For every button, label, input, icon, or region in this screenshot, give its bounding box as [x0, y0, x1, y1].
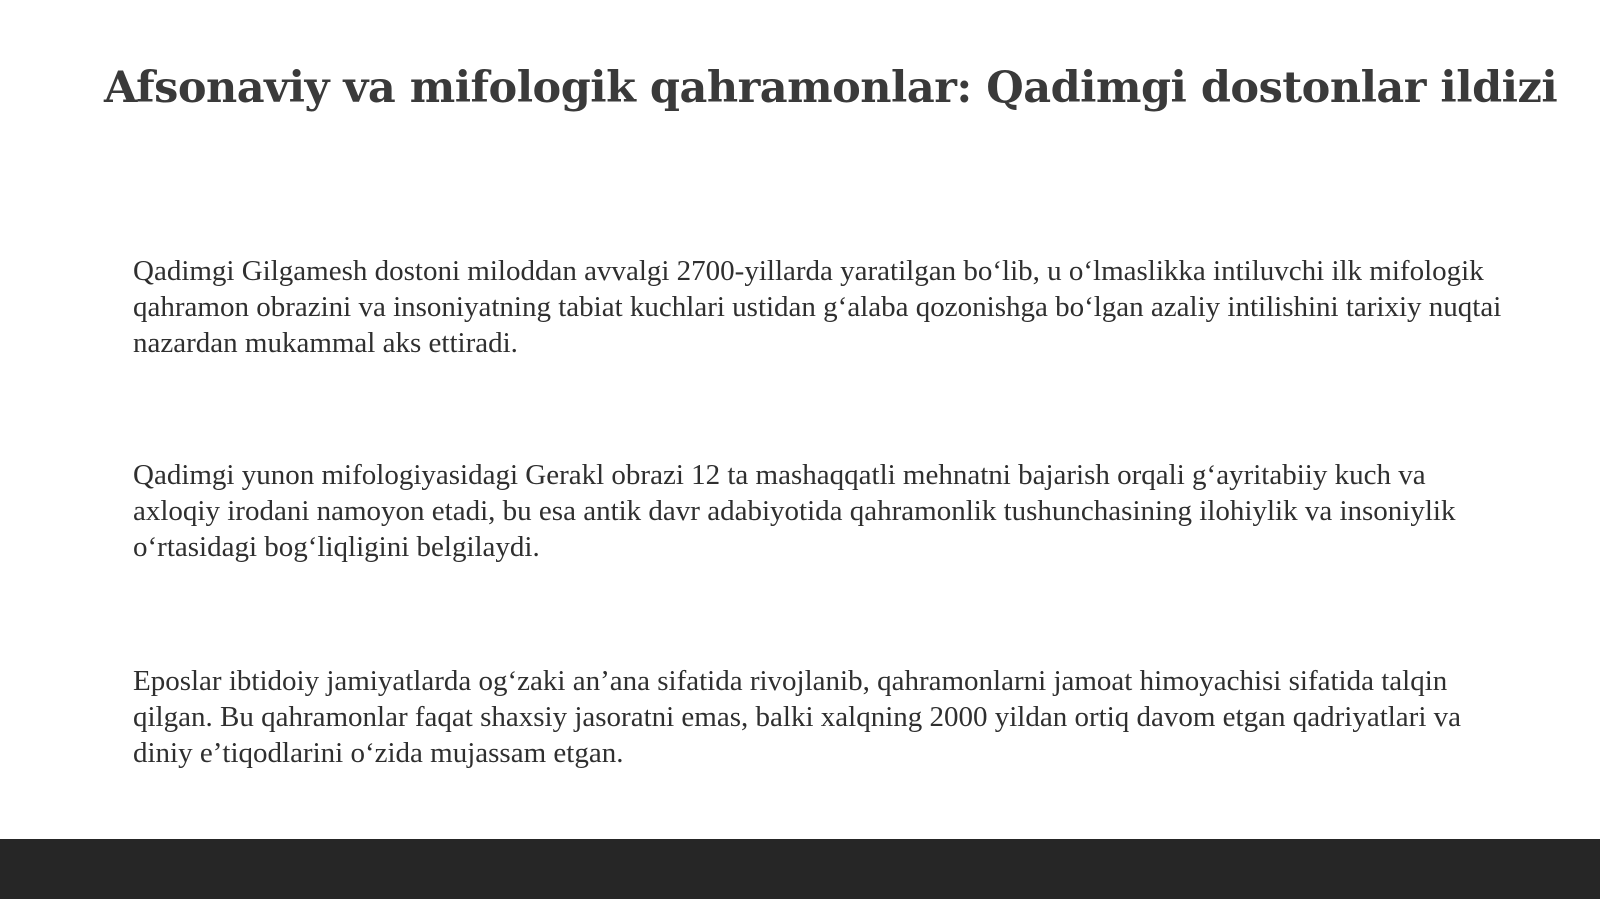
paragraph-gilgamesh: Qadimgi Gilgamesh dostoni miloddan avvalgi 2700-yillarda yaratilgan boʻlib, u oʻlmaslikka intiluvchi ilk mifologik qahramon obrazini va insoniyatning tabiat kuchlari ustidan gʻalaba qozonishga boʻlgan azaliy intilishini tarixiy nuqtai nazardan mukammal aks ettiradi. [133, 255, 1502, 359]
paragraph-gerakl: Qadimgi yunon mifologiyasidagi Gerakl obrazi 12 ta mashaqqatli mehnatni bajarish orqali gʻayritabiiy kuch va axloqiy irodani namoyon etadi, bu esa antik davr adabiyotida qahramonlik tushunchasining ilohiylik va insoniylik oʻrtasidagi bogʻliqligini belgilaydi. [133, 459, 1456, 563]
paragraph-eposlar: Eposlar ibtidoiy jamiyatlarda ogʻzaki anʼana sifatida rivojlanib, qahramonlarni jamoat himoyachisi sifatida talqin qilgan. Bu qahramonlar faqat shaxsiy jasoratni emas, balki xalqning 2000 yildan ortiq davom etgan qadriyatlari va diniy eʼtiqodlarini oʻzida mujassam etgan. [133, 665, 1462, 769]
footer-bar [0, 839, 1600, 899]
slide-title: Afsonaviy va mifologik qahramonlar: Qadimgi dostonlar ildizi [104, 63, 1558, 113]
